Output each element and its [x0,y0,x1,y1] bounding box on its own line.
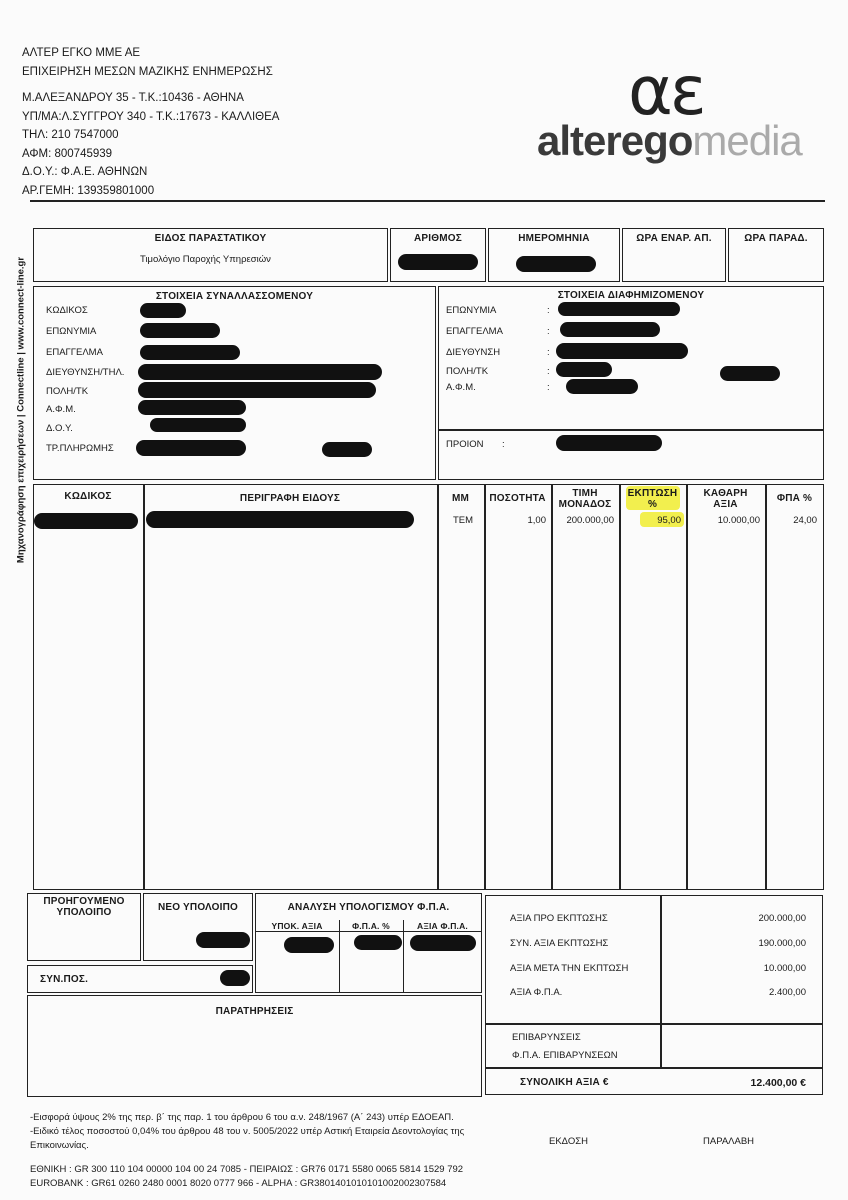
redacted-adv-afm [566,379,638,394]
issuer-afm: ΑΦΜ: 800745939 [22,147,113,160]
redacted-total-qty [220,970,250,986]
grand-total-value: 12.400,00 € [750,1077,806,1089]
adv-address-label: ΔΙΕΥΘΥΝΣΗ [446,347,501,358]
redacted-adv-city-b [720,366,780,381]
total-before-discount-label: ΑΞΙΑ ΠΡΟ ΕΚΠΤΩΣΗΣ [510,913,608,924]
start-time-label: ΩΡΑ ΕΝΑΡ. ΑΠ. [636,233,712,244]
item-unit: ΤΕΜ [453,515,474,526]
issuer-address-1: Μ.ΑΛΕΞΑΝΔΡΟΥ 35 - Τ.Κ.:10436 - ΑΘΗΝΑ [22,92,244,104]
vat-col-pct: Φ.Π.Α. % [352,921,390,931]
issuer-details [22,44,279,200]
surcharges-label: ΕΠΙΒΑΡΥΝΣΕΙΣ [512,1032,581,1043]
header-divider [30,200,825,202]
logo-wordmark [537,118,802,164]
issue-signature-label: ΕΚΔΟΣΗ [549,1136,588,1147]
issuer-doy: Δ.Ο.Υ.: Φ.Α.Ε. ΑΘΗΝΩΝ [22,166,148,178]
items-col-divider-2 [437,484,439,890]
redacted-cp-profession [140,345,240,360]
cp-doy-label: Δ.Ο.Υ. [46,423,73,434]
cp-payment-label: ΤΡ.ΠΛΗΡΩΜΗΣ [46,443,114,454]
issuer-phone: ΤΗΛ: 210 7547000 [22,129,119,141]
item-discount: 95,00 [657,515,681,526]
redacted-cp-code [140,303,186,318]
issuer-activity: ΕΠΙΧΕΙΡΗΣΗ ΜΕΣΩΝ ΜΑΖΙΚΗΣ ΕΝΗΜΕΡΩΣΗΣ [22,65,273,78]
redacted-cp-name [140,323,220,338]
logo-word-light: media [692,117,802,164]
total-vat-label: ΑΞΙΑ Φ.Π.Α. [510,987,563,998]
item-vat: 24,00 [793,515,817,526]
redacted-adv-profession [560,322,660,337]
receive-signature-label: ΠΑΡΑΛΑΒΗ [703,1136,755,1147]
redacted-vat-pct [354,935,402,950]
item-unit-price: 200.000,00 [566,515,614,526]
delivery-time-label: ΩΡΑ ΠΑΡΑΔ. [744,233,808,244]
col-code-header: ΚΩΔΙΚΟΣ [64,491,112,502]
redacted-product [556,435,662,451]
redacted-adv-name [558,302,680,316]
total-discount-value: 190.000,00 [758,938,806,949]
vat-col-base: ΥΠΟΚ. ΑΞΙΑ [271,921,323,931]
items-col-divider-3 [484,484,486,890]
redacted-cp-payment-a [136,440,246,456]
adv-colon-4: : [547,366,550,377]
footer-note-2b: Επικοινωνίας. [30,1140,89,1151]
items-col-divider-6 [686,484,688,890]
redacted-vat-amount [410,935,476,951]
total-discount-label: ΣΥΝ. ΑΞΙΑ ΕΚΠΤΩΣΗΣ [510,938,609,949]
items-col-divider-1 [143,484,145,890]
redacted-number [398,254,478,270]
total-qty-label: ΣΥΝ.ΠΟΣ. [40,974,89,985]
totals-divider-1 [485,1023,823,1025]
cp-name-label: ΕΠΩΝΥΜΙΑ [46,326,97,337]
prev-balance-line1: ΠΡΟΗΓΟΥΜΕΝΟ [43,896,125,907]
new-balance-label: ΝΕΟ ΥΠΟΛΟΙΠΟ [157,902,239,913]
total-before-discount-value: 200.000,00 [758,913,806,924]
advertiser-title: ΣΤΟΙΧΕΙΑ ΔΙΑΦΗΜΙΖΟΜΕΝΟΥ [557,290,705,301]
redacted-date [516,256,596,272]
side-printer-text: Μηχανογράφηση επιχειρήσεων | Connectline | www.connect-line.gr [15,256,27,564]
redacted-new-balance [196,932,250,948]
col-discount-header [619,488,686,510]
counterparty-title: ΣΤΟΙΧΕΙΑ ΣΥΝΑΛΛΑΣΣΟΜΕΝΟΥ [155,291,314,302]
doc-date-label: ΗΜΕΡΟΜΗΝΙΑ [518,233,590,244]
redacted-cp-doy [150,418,246,432]
items-col-divider-4 [551,484,553,890]
side-printer-note [10,245,32,575]
logo-symbol: αε [628,52,704,131]
bank-accounts-2: EUROBANK : GR61 0260 2480 0001 8020 0777 966 - ALPHA : GR3801401010101002002307584 [30,1178,447,1189]
bank-accounts-1: ΕΘΝΙΚΗ : GR 300 110 104 00000 104 00 24 7085 - ΠΕΙΡΑΙΩΣ : GR76 0171 5580 0065 5814 1529 792 [30,1164,464,1175]
logo-word-bold: alterego [537,117,693,164]
adv-colon-5: : [547,382,550,393]
adv-colon-1: : [547,305,550,316]
col-unit-price-header [551,488,619,510]
redacted-item-code [34,513,138,529]
redacted-item-description [146,511,414,528]
cp-profession-label: ΕΠΑΓΓΕΛΜΑ [46,347,103,358]
advertiser-divider [438,429,824,431]
cp-afm-label: Α.Φ.Μ. [46,404,76,415]
items-col-divider-7 [765,484,767,890]
col-discount-line2: % [647,499,658,510]
redacted-cp-city [138,382,376,398]
footer-note-2a: -Ειδικό τέλος ποσοστού 0,04% του άρθρου 48 του ν. 5005/2022 υπέρ Αστική Εταιρεία Δεοντολογίας της [30,1126,465,1137]
col-net-line2: ΑΞΙΑ [713,499,738,510]
adv-colon-2: : [547,326,550,337]
col-quantity-header: ΠΟΣΟΤΗΤΑ [489,493,546,504]
col-net-line1: ΚΑΘΑΡΗ [703,488,748,499]
doc-number-label: ΑΡΙΘΜΟΣ [414,233,462,244]
redacted-cp-address [138,364,382,380]
footer-note-1: -Εισφορά ύψους 2% της περ. β΄ της παρ. 1 του άρθρου 6 του α.ν. 248/1967 (Α΄ 243) υπέρ ΕΔΟΕΑΠ. [30,1112,454,1123]
col-discount-line1: ΕΚΠΤΩΣΗ [627,488,678,499]
adv-profession-label: ΕΠΑΓΓΕΛΜΑ [446,326,503,337]
redacted-vat-base [284,937,334,953]
adv-afm-label: Α.Φ.Μ. [446,382,476,393]
prev-balance-label [27,896,141,918]
col-vat-header: ΦΠΑ % [776,493,813,504]
col-unit-price-line2: ΜΟΝΑΔΟΣ [558,499,612,510]
items-col-divider-5 [619,484,621,890]
item-net: 10.000,00 [717,515,760,526]
remarks-label: ΠΑΡΑΤΗΡΗΣΕΙΣ [215,1006,294,1017]
cp-address-label: ΔΙΕΥΘΥΝΣΗ/ΤΗΛ. [46,367,125,378]
total-after-discount-label: ΑΞΙΑ ΜΕΤΑ ΤΗΝ ΕΚΠΤΩΣΗ [510,963,629,974]
issuer-address-2: ΥΠ/ΜΑ:Λ.ΣΥΓΓΡΟΥ 340 - Τ.Κ.:17673 - ΚΑΛΛΙΘΕΑ [22,110,280,123]
redacted-cp-afm [138,400,246,415]
prev-balance-line2: ΥΠΟΛΟΙΠΟ [56,907,112,918]
adv-name-label: ΕΠΩΝΥΜΙΑ [446,305,497,316]
total-vat-value: 2.400,00 [769,987,806,998]
adv-colon-3: : [547,347,550,358]
vat-analysis-divider [255,931,482,932]
surcharge-vat-label: Φ.Π.Α. ΕΠΙΒΑΡΥΝΣΕΩΝ [512,1050,618,1061]
col-description-header: ΠΕΡΙΓΡΑΦΗ ΕΙΔΟΥΣ [239,493,341,504]
totals-divider-2 [485,1067,823,1069]
col-net-header [686,488,765,510]
item-quantity: 1,00 [527,515,546,526]
vat-analysis-title: ΑΝΑΛΥΣΗ ΥΠΟΛΟΓΙΣΜΟΥ Φ.Π.Α. [287,902,450,913]
doc-type-label: ΕΙΔΟΣ ΠΑΡΑΣΤΑΤΙΚΟΥ [154,233,267,244]
col-unit-header: ΜΜ [451,493,470,504]
cp-code-label: ΚΩΔΙΚΟΣ [46,305,88,316]
items-table [33,484,824,890]
adv-product-colon: : [502,439,505,450]
col-unit-price-line1: ΤΙΜΗ [572,488,598,499]
cp-city-label: ΠΟΛΗ/ΤΚ [46,386,89,397]
redacted-adv-address [556,343,688,359]
grand-total-label: ΣΥΝΟΛΙΚΗ ΑΞΙΑ € [520,1077,609,1088]
doc-type-value: Τιμολόγιο Παροχής Υπηρεσιών [140,254,271,265]
vat-col-amount: ΑΞΙΑ Φ.Π.Α. [416,921,468,931]
redacted-adv-city-a [556,362,612,377]
total-after-discount-value: 10.000,00 [763,963,806,974]
redacted-cp-payment-b [322,442,372,457]
adv-city-label: ΠΟΛΗ/ΤΚ [446,366,489,377]
issuer-gemi: ΑΡ.ΓΕΜΗ: 139359801000 [22,184,155,197]
adv-product-label: ΠΡΟΙΟΝ [446,439,484,450]
issuer-name: ΑΛΤΕΡ ΕΓΚΟ ΜΜΕ ΑΕ [22,47,141,59]
